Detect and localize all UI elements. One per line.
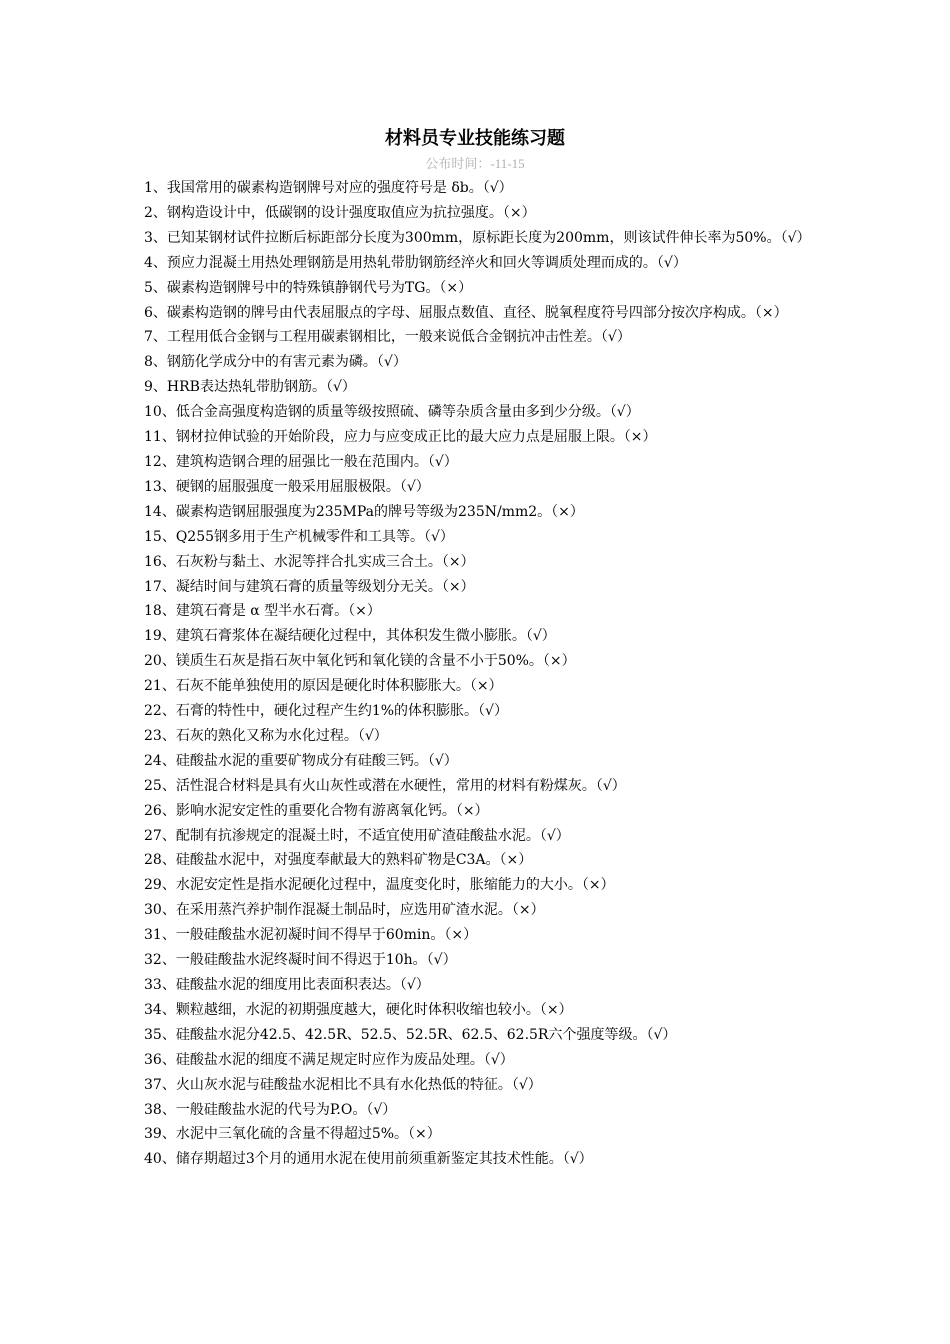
- question-item: 39、水泥中三氧化硫的含量不得超过5%。（×）: [144, 1126, 441, 1143]
- question-item: 38、一般硅酸盐水泥的代号为P.O。（√）: [144, 1101, 397, 1118]
- question-item: 31、一般硅酸盐水泥初凝时间不得早于60min。（×）: [144, 927, 478, 944]
- question-item: 24、硅酸盐水泥的重要矿物成分有硅酸三钙。（√）: [144, 752, 458, 769]
- question-item: 6、碳素构造钢的牌号由代表屈服点的字母、屈服点数值、直径、脱氧程度符号四部分按次序构成。（×）: [144, 304, 788, 321]
- question-item: 28、硅酸盐水泥中，对强度奉献最大的熟料矿物是C3A。（×）: [144, 852, 533, 869]
- document-title: 材料员专业技能练习题: [385, 128, 565, 149]
- question-item: 15、Q255钢多用于生产机械零件和工具等。（√）: [144, 528, 454, 545]
- question-item: 14、碳素构造钢屈服强度为235MPa的牌号等级为235N/mm2。（×）: [144, 503, 584, 520]
- question-item: 20、镁质生石灰是指石灰中氧化钙和氧化镁的含量不小于50%。（×）: [144, 653, 576, 670]
- question-item: 40、储存期超过3个月的通用水泥在使用前须重新鉴定其技术性能。（√）: [144, 1151, 593, 1168]
- publish-date: 公布时间：-11-15: [425, 156, 525, 171]
- question-item: 37、火山灰水泥与硅酸盐水泥相比不具有水化热低的特征。（√）: [144, 1076, 542, 1093]
- question-item: 32、一般硅酸盐水泥终凝时间不得迟于10h。（√）: [144, 952, 457, 969]
- question-item: 2、钢构造设计中，低碳钢的设计强度取值应为抗拉强度。（×）: [144, 204, 536, 221]
- question-item: 17、凝结时间与建筑石膏的质量等级划分无关。（×）: [144, 578, 475, 595]
- question-item: 8、钢筋化学成分中的有害元素为磷。（√）: [144, 354, 407, 371]
- question-item: 22、石膏的特性中，硬化过程产生约1%的体积膨胀。（√）: [144, 703, 508, 720]
- question-item: 34、颗粒越细，水泥的初期强度越大，硬化时体积收缩也较小。（×）: [144, 1001, 573, 1018]
- question-item: 12、建筑构造钢合理的屈强比一般在范围内。（√）: [144, 453, 458, 470]
- question-item: 26、影响水泥安定性的重要化合物有游离氧化钙。（×）: [144, 802, 489, 819]
- question-item: 4、预应力混凝土用热处理钢筋是用热轧带肋钢筋经淬火和回火等调质处理而成的。（√）: [144, 254, 687, 271]
- question-item: 25、活性混合材料是具有火山灰性或潜在水硬性，常用的材料有粉煤灰。（√）: [144, 777, 626, 794]
- question-item: 19、建筑石膏浆体在凝结硬化过程中，其体积发生微小膨胀。（√）: [144, 628, 556, 645]
- question-item: 27、配制有抗渗规定的混凝土时，不适宜使用矿渣硅酸盐水泥。（√）: [144, 827, 570, 844]
- question-item: 21、石灰不能单独使用的原因是硬化时体积膨胀大。（×）: [144, 678, 503, 695]
- question-item: 33、硅酸盐水泥的细度用比表面积表达。（√）: [144, 977, 430, 993]
- question-item: 5、碳素构造钢牌号中的特殊镇静钢代号为TG。（×）: [144, 279, 473, 296]
- question-item: 35、硅酸盐水泥分42.5、42.5R、52.5、52.5R、62.5、62.5R六个强度等级。（√）: [144, 1026, 677, 1043]
- question-item: 10、低合金高强度构造钢的质量等级按照硫、磷等杂质含量由多到少分级。（√）: [144, 404, 640, 421]
- question-item: 18、建筑石膏是 α 型半水石膏。（×）: [144, 603, 381, 620]
- question-item: 23、石灰的熟化又称为水化过程。（√）: [144, 727, 388, 744]
- question-item: 16、石灰粉与黏土、水泥等拌合扎实成三合土。（×）: [144, 553, 475, 570]
- question-item: 30、在采用蒸汽养护制作混凝土制品时，应选用矿渣水泥。（×）: [144, 902, 545, 919]
- question-item: 3、已知某钢材试件拉断后标距部分长度为300mm，原标距长度为200mm，则该试件伸长率为50%。（√）: [144, 229, 811, 246]
- question-item: 36、硅酸盐水泥的细度不满足规定时应作为废品处理。（√）: [144, 1051, 514, 1068]
- question-item: 1、我国常用的碳素构造钢牌号对应的强度符号是 δb。（√）: [144, 180, 513, 196]
- question-item: 29、水泥安定性是指水泥硬化过程中，温度变化时，胀缩能力的大小。（×）: [144, 877, 615, 894]
- question-list: [144, 176, 820, 1172]
- question-item: 7、工程用低合金钢与工程用碳素钢相比，一般来说低合金钢抗冲击性差。（√）: [144, 329, 631, 346]
- question-item: 11、钢材拉伸试验的开始阶段，应力与应变成正比的最大应力点是屈服上限。（×）: [144, 429, 657, 446]
- question-item: 9、HRB表达热轧带肋钢筋。（√）: [144, 379, 356, 396]
- question-item: 13、硬钢的屈服强度一般采用屈服极限。（√）: [144, 478, 430, 495]
